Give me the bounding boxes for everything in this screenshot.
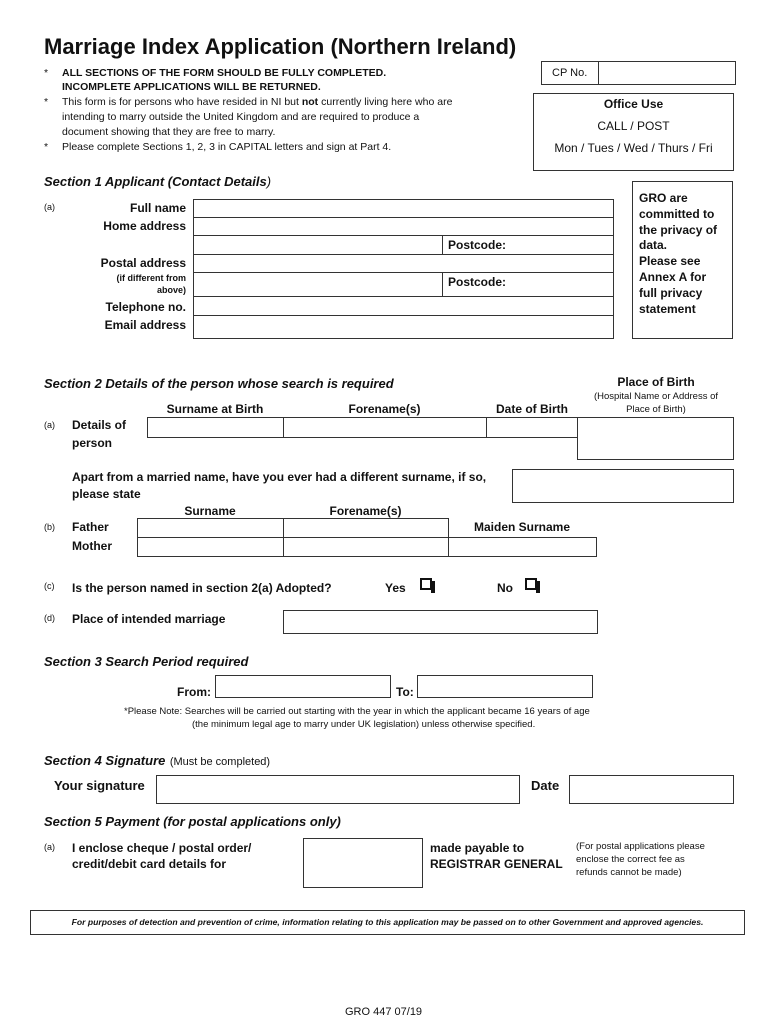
adopted-question: Is the person named in section 2(a) Adopted? — [72, 581, 332, 595]
fee-note: refunds cannot be made) — [576, 867, 682, 878]
crime-notice: For purposes of detection and prevention of crime, information relating to this application may be passed on to other Government and approved agencies. — [71, 917, 704, 927]
father-surname-field[interactable] — [137, 518, 284, 538]
section5-title: Section 5 Payment (for postal applications only) — [44, 814, 341, 829]
cp-label: CP No. — [552, 67, 588, 79]
home-postcode-field[interactable] — [442, 235, 614, 255]
payment-amount-field[interactable] — [303, 838, 423, 888]
mother-surname-field[interactable] — [137, 537, 284, 557]
office-use-title: Office Use — [603, 97, 664, 111]
postal-address-field-line2[interactable] — [193, 272, 443, 297]
search-from-field[interactable] — [215, 675, 391, 698]
no-label: No — [497, 581, 513, 595]
col-maiden-surname: Maiden Surname — [473, 520, 571, 534]
place-of-birth-title: Place of Birth — [617, 375, 695, 389]
col-date-of-birth: Date of Birth — [496, 402, 568, 416]
note-returned: INCOMPLETE APPLICATIONS WILL BE RETURNED. — [62, 81, 321, 93]
section2-part-c: (c) — [44, 581, 55, 591]
col-forenames: Forename(s) — [329, 504, 402, 518]
surname-at-birth-field[interactable] — [147, 417, 284, 438]
different-surname-field[interactable] — [512, 469, 734, 503]
form-code: GRO 447 07/19 — [345, 1006, 423, 1018]
note-complete: ALL SECTIONS OF THE FORM SHOULD BE FULLY COMPLETED. — [62, 67, 387, 79]
different-surname-question: Apart from a married name, have you ever had a different surname, if so, — [72, 470, 487, 484]
place-of-marriage-label: Place of intended marriage — [72, 612, 226, 626]
details-label: person — [72, 436, 113, 450]
place-of-birth-note: (Hospital Name or Address of — [593, 391, 719, 402]
search-to-field[interactable] — [417, 675, 593, 698]
section2-part-d: (d) — [44, 613, 55, 623]
section5-part-a: (a) — [44, 842, 55, 852]
postal-address-field[interactable] — [193, 254, 614, 273]
privacy-box — [632, 181, 733, 339]
home-address-field-line2[interactable] — [193, 235, 443, 255]
note-residency: This form is for persons who have resided in NI but not currently living here who are — [62, 96, 453, 108]
mother-maiden-surname-field[interactable] — [448, 537, 597, 557]
section2-part-b: (b) — [44, 522, 55, 532]
details-label: Details of — [72, 418, 127, 432]
from-label: From: — [177, 685, 211, 699]
col-surname-at-birth: Surname at Birth — [166, 402, 264, 416]
father-forenames-field[interactable] — [283, 518, 449, 538]
date-field[interactable] — [569, 775, 734, 804]
place-of-birth-note: Place of Birth) — [626, 404, 686, 415]
forenames-field[interactable] — [283, 417, 487, 438]
home-address-label: Home address — [103, 219, 186, 233]
adopted-yes-checkbox[interactable] — [420, 578, 432, 590]
full-name-field[interactable] — [193, 199, 614, 218]
full-name-label: Full name — [129, 201, 186, 215]
postal-note: (if different from — [116, 273, 186, 283]
enclose-label: credit/debit card details for — [72, 857, 227, 871]
postal-postcode-field[interactable] — [442, 272, 614, 297]
note-residency-line3: document showing that they are free to marry. — [62, 126, 276, 138]
telephone-field[interactable] — [193, 296, 614, 316]
email-field[interactable] — [193, 315, 614, 339]
place-of-marriage-field[interactable] — [283, 610, 598, 634]
section1-title: Section 1 Applicant (Contact Details) — [44, 174, 272, 189]
telephone-label: Telephone no. — [105, 300, 186, 314]
date-of-birth-field[interactable] — [486, 417, 578, 438]
postcode-label: Postcode: — [448, 238, 507, 252]
crime-notice-box — [30, 910, 745, 935]
col-forenames: Forename(s) — [348, 402, 421, 416]
col-surname: Surname — [184, 504, 236, 518]
payable-label: REGISTRAR GENERAL — [430, 857, 563, 871]
privacy-statement: GRO are committed to the privacy of data. Please see Annex A for full privacy statement — [639, 191, 718, 316]
section3-title: Section 3 Search Period required — [44, 654, 249, 669]
office-use-box — [533, 93, 734, 171]
payable-label: made payable to — [430, 841, 525, 855]
home-address-field[interactable] — [193, 217, 614, 236]
cp-number-field[interactable] — [598, 61, 736, 85]
search-note: *Please Note: Searches will be carried out starting with the year in which the applicant became 16 years of age — [124, 706, 590, 717]
bullet: * — [44, 141, 49, 153]
note-residency-line2: intending to marry outside the United Kingdom and are required to produce a — [62, 111, 420, 123]
adopted-no-checkbox[interactable] — [525, 578, 537, 590]
place-of-birth-field[interactable] — [577, 417, 734, 460]
section1-part-a: (a) — [44, 202, 55, 212]
postcode-label: Postcode: — [448, 275, 507, 289]
date-label: Date — [531, 778, 560, 793]
bullet: * — [44, 96, 49, 108]
page-title: Marriage Index Application (Northern Ireland) — [44, 34, 517, 59]
postal-address-label: Postal address — [100, 256, 186, 270]
fee-note: (For postal applications please — [576, 841, 705, 852]
father-label: Father — [72, 520, 109, 534]
fee-note: enclose the correct fee as — [576, 854, 685, 865]
email-label: Email address — [104, 318, 186, 332]
yes-label: Yes — [385, 581, 406, 595]
bullet: * — [44, 67, 49, 79]
postal-note: above) — [156, 285, 186, 295]
office-days: Mon / Tues / Wed / Thurs / Fri — [554, 141, 713, 155]
enclose-label: I enclose cheque / postal order/ — [72, 841, 252, 855]
mother-label: Mother — [72, 539, 112, 553]
section2-title: Section 2 Details of the person whose search is required — [44, 376, 394, 391]
office-call-post: CALL / POST — [597, 119, 670, 133]
different-surname-question: please state — [72, 487, 141, 501]
to-label: To: — [396, 685, 414, 699]
search-note: (the minimum legal age to marry under UK legislation) unless otherwise specified. — [192, 719, 536, 730]
cp-label-box — [541, 61, 599, 85]
mother-forenames-field[interactable] — [283, 537, 449, 557]
section2-part-a: (a) — [44, 420, 55, 430]
signature-label: Your signature — [54, 778, 145, 793]
note-capitals: Please complete Sections 1, 2, 3 in CAPITAL letters and sign at Part 4. — [62, 141, 392, 153]
section4-title: Section 4 Signature (Must be completed) — [44, 753, 271, 768]
signature-field[interactable] — [156, 775, 520, 804]
